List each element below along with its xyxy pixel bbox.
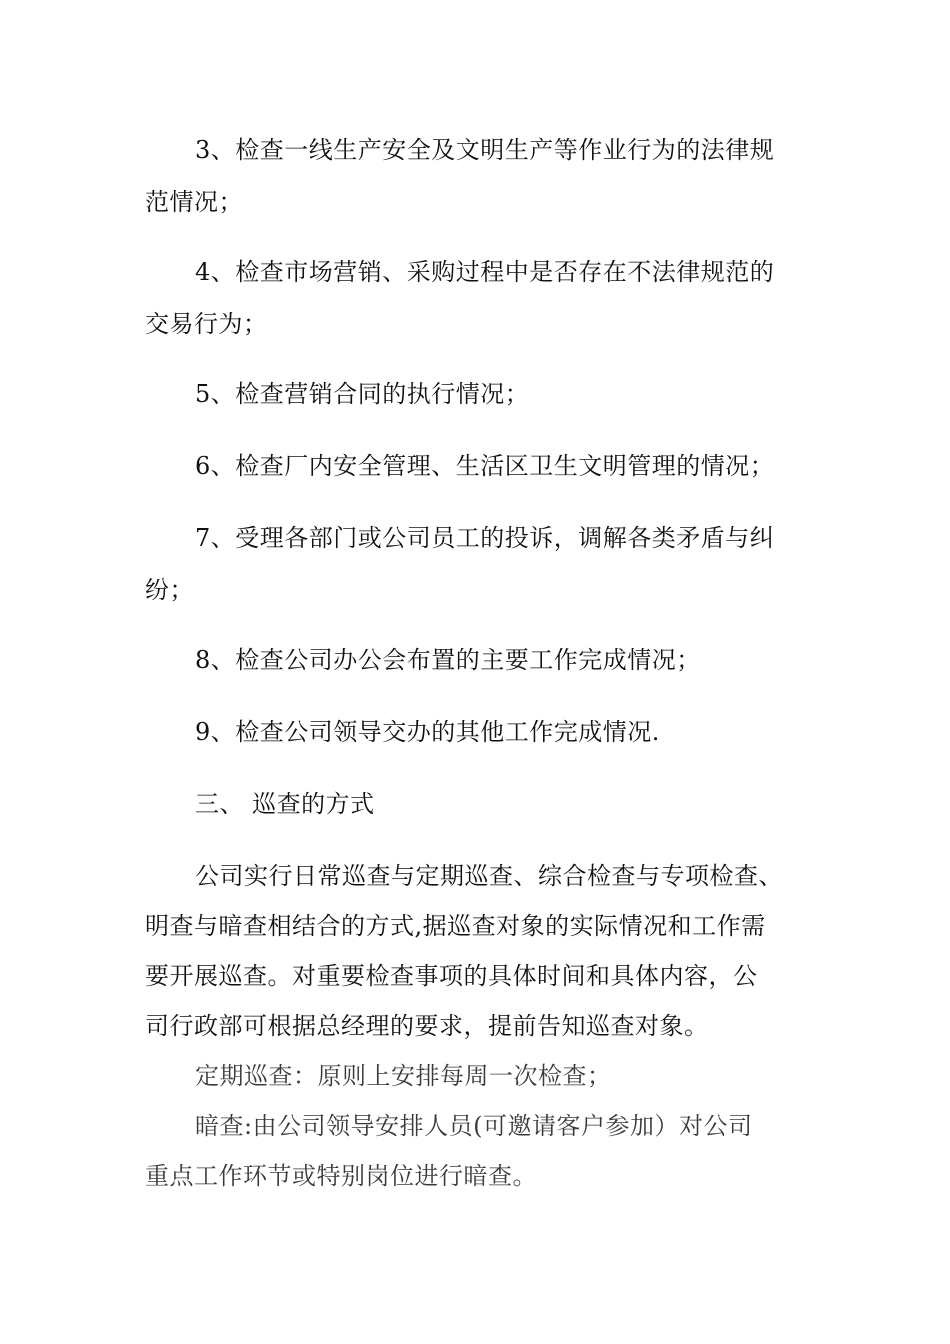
item-3-line-2: 范情况； bbox=[145, 188, 243, 216]
item-9: 9、检查公司领导交办的其他工作完成情况. bbox=[195, 718, 660, 746]
item-6: 6、检查厂内安全管理、生活区卫生文明管理的情况； bbox=[195, 452, 775, 480]
item-3-line-1: 3、检查一线生产安全及文明生产等作业行为的法律规 bbox=[195, 136, 775, 164]
paragraph-line-3: 要开展巡查。对重要检查事项的具体时间和具体内容，公 bbox=[145, 962, 758, 990]
periodic-inspection: 定期巡查：原则上安排每周一次检查； bbox=[195, 1062, 612, 1090]
covert-inspection-line-2: 重点工作环节或特别岗位进行暗查。 bbox=[145, 1162, 537, 1190]
paragraph-line-2: 明查与暗查相结合的方式,据巡查对象的实际情况和工作需 bbox=[145, 912, 766, 940]
item-7-line-2: 纷； bbox=[145, 576, 194, 604]
item-4-line-2: 交易行为； bbox=[145, 310, 268, 338]
item-4-line-1: 4、检查市场营销、采购过程中是否存在不法律规范的 bbox=[195, 258, 775, 286]
section-heading: 三、 巡查的方式 bbox=[195, 790, 375, 818]
item-8: 8、检查公司办公会布置的主要工作完成情况； bbox=[195, 646, 701, 674]
covert-inspection-line-1: 暗查:由公司领导安排人员(可邀请客户参加）对公司 bbox=[195, 1112, 753, 1140]
item-7-line-1: 7、受理各部门或公司员工的投诉，调解各类矛盾与纠 bbox=[195, 524, 775, 552]
paragraph-line-1: 公司实行日常巡查与定期巡查、综合检查与专项检查、 bbox=[195, 862, 783, 890]
paragraph-line-4: 司行政部可根据总经理的要求，提前告知巡查对象。 bbox=[145, 1012, 709, 1040]
item-5: 5、检查营销合同的执行情况； bbox=[195, 380, 530, 408]
